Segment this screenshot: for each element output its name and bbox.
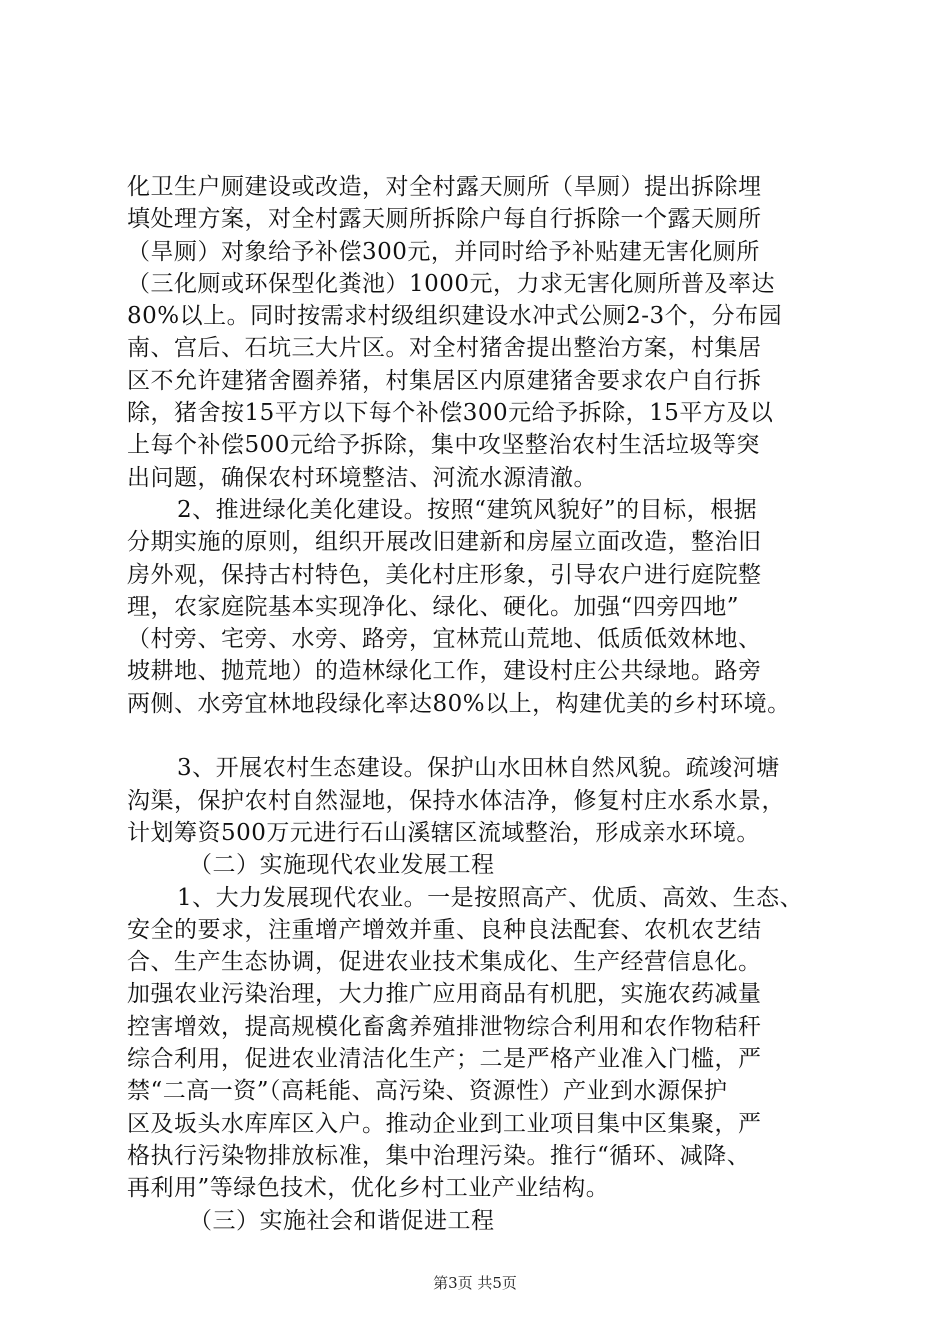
paragraph-start-line: 1、大力发展现代农业。一是按照高产、优质、高效、生态、 [177, 884, 804, 911]
text-line: 化卫生户厕建设或改造，对全村露天厕所（旱厕）提出拆除埋 [127, 174, 762, 200]
text-line: 加强农业污染治理，大力推广应用商品有机肥，实施农药减量 [127, 981, 762, 1008]
text-line: 禁“二高一资”（高耗能、高污染、资源性）产业到水源保护 [127, 1078, 728, 1105]
text-line: 房外观，保持古村特色，美化村庄形象，引导农户进行庭院整 [127, 561, 762, 588]
text-line: 坡耕地、抛荒地）的造林绿化工作，建设村庄公共绿地。路旁 [127, 658, 762, 685]
text-line: 出问题，确保农村环境整洁、河流水源清澈。 [127, 464, 597, 491]
section-heading: （三）实施社会和谐促进工程 [189, 1207, 495, 1234]
text-line: （三化厕或环保型化粪池）1000元，力求无害化厕所普及率达 [127, 270, 776, 297]
text-line: （村旁、宅旁、水旁、路旁，宜林荒山荒地、低质低效林地、 [127, 626, 762, 653]
text-line: 理，农家庭院基本实现净化、绿化、硬化。加强“四旁四地” [127, 593, 740, 620]
text-line: （旱厕）对象给予补偿300元，并同时给予补贴建无害化厕所 [127, 238, 760, 265]
section-heading: （二）实施现代农业发展工程 [189, 852, 495, 879]
text-line: 填处理方案，对全村露天厕所拆除户每自行拆除一个露天厕所 [127, 206, 762, 233]
text-line: 除，猪舍按15平方以下每个补偿300元给予拆除，15平方及以 [127, 400, 774, 427]
text-line: 合、生产生态协调，促进农业技术集成化、生产经营信息化。 [127, 949, 762, 976]
text-line: 分期实施的原则，组织开展改旧建新和房屋立面改造，整治旧 [127, 529, 762, 556]
text-line: 再利用”等绿色技术，优化乡村工业产业结构。 [127, 1175, 610, 1202]
text-line: 沟渠，保护农村自然湿地，保持水体洁净，修复村庄水系水景， [127, 787, 785, 814]
paragraph-start-line: 2、推进绿化美化建设。按照“建筑风貌好”的目标，根据 [177, 496, 758, 523]
text-line: 上每个补偿500元给予拆除，集中攻坚整治农村生活垃圾等突 [127, 432, 760, 459]
text-line: 区及坂头水库库区入户。推动企业到工业项目集中区集聚，严 [127, 1110, 762, 1137]
text-line: 区不允许建猪舍圈养猪，村集居区内原建猪舍要求农户自行拆 [127, 367, 762, 394]
text-line: 两侧、水旁宜林地段绿化率达80%以上，构建优美的乡村环境。 [127, 690, 791, 717]
document-body [127, 171, 847, 1237]
paragraph-start-line: 3、开展农村生态建设。保护山水田林自然风貌。疏竣河塘 [177, 755, 780, 782]
text-line: 安全的要求，注重增产增效并重、良种良法配套、农机农艺结 [127, 916, 762, 943]
text-line: 南、宫后、石坑三大片区。对全村猪舍提出整治方案，村集居 [127, 335, 762, 362]
blank-line [127, 720, 847, 752]
text-line: 格执行污染物排放标准，集中治理污染。推行“循环、减降、 [127, 1142, 751, 1169]
text-line: 综合利用，促进农业清洁化生产；二是严格产业准入门槛，严 [127, 1046, 762, 1073]
text-line: 控害增效，提高规模化畜禽养殖排泄物综合利用和农作物秸秆 [127, 1013, 762, 1040]
page-number-footer: 第3页 共5页 [433, 1274, 517, 1292]
text-line: 80%以上。同时按需求村级组织建设水冲式公厕2-3个，分布园 [127, 303, 783, 330]
text-line: 计划筹资500万元进行石山溪辖区流域整治，形成亲水环境。 [127, 819, 760, 846]
